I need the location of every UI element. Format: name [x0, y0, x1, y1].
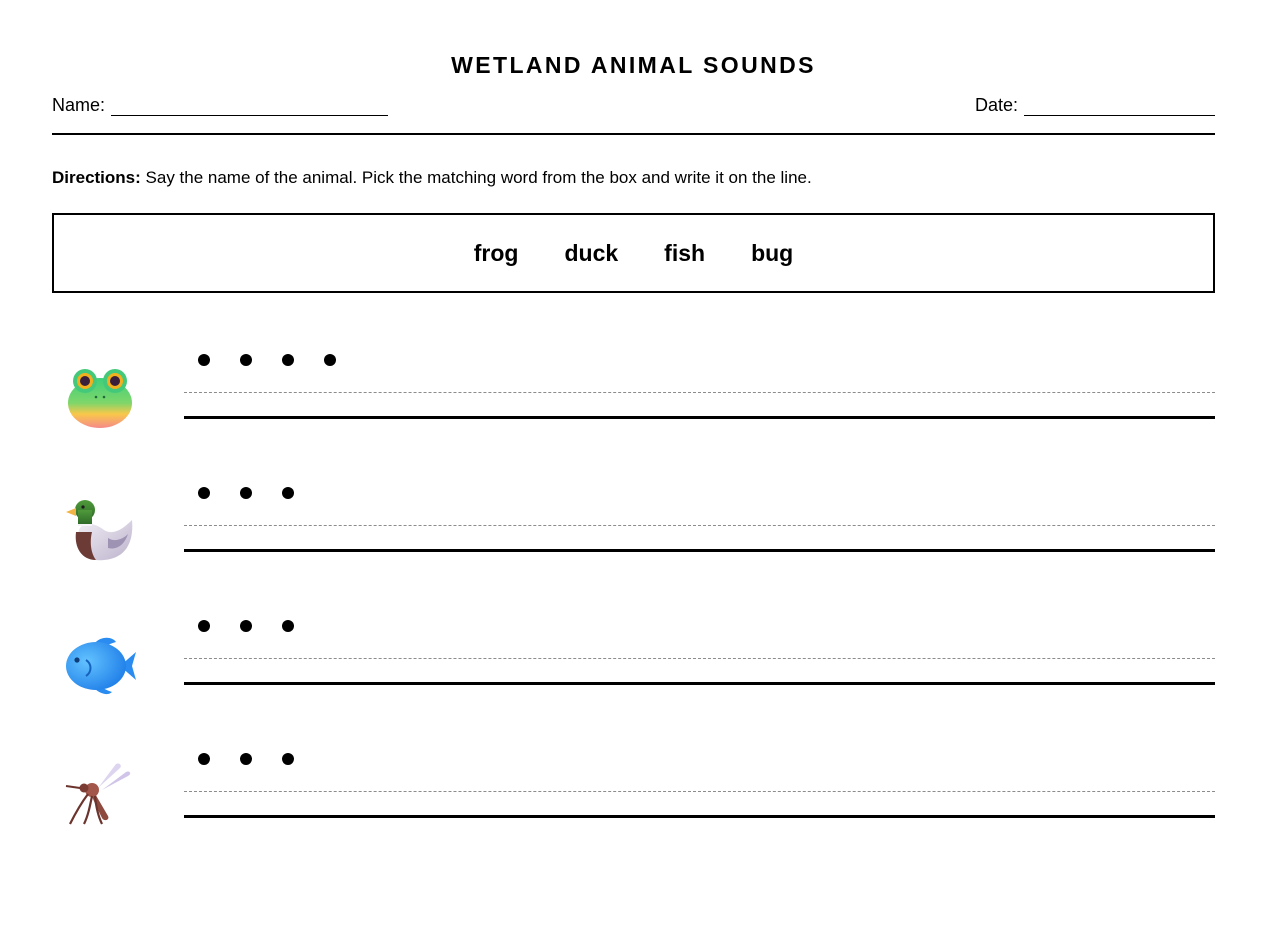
sound-dot: [240, 354, 252, 366]
date-label: Date:: [974, 95, 1018, 115]
word-bank-item: frog: [473, 239, 519, 266]
writing-line[interactable]: [184, 416, 1215, 419]
sound-dots: [198, 354, 366, 366]
answer-row-frog: [52, 354, 1215, 464]
directions-text: Say the name of the animal. Pick the matching word from the box and write it on the line.: [140, 168, 812, 187]
word-bank-item: fish: [664, 239, 706, 266]
word-bank-box: [52, 213, 1215, 293]
sound-dot: [240, 487, 252, 499]
answer-row-fish: [52, 620, 1215, 730]
worksheet-page: [52, 0, 1215, 925]
frog-face-icon: [64, 359, 136, 431]
answer-row-duck: [52, 487, 1215, 597]
writing-line[interactable]: [184, 549, 1215, 552]
writing-midline: [184, 525, 1215, 526]
sound-dot: [198, 487, 210, 499]
sound-dot: [282, 354, 294, 366]
date-field-group: [975, 95, 1215, 116]
sound-dot: [324, 354, 336, 366]
answer-row-bug: [52, 753, 1215, 863]
fish-icon: [64, 630, 136, 702]
header-divider: [52, 133, 1215, 135]
sound-dot: [282, 487, 294, 499]
sound-dots: [198, 753, 324, 765]
writing-midline: [184, 392, 1215, 393]
writing-line[interactable]: [184, 682, 1215, 685]
directions: [52, 168, 812, 188]
sound-dot: [240, 753, 252, 765]
sound-dot: [240, 620, 252, 632]
name-write-line[interactable]: [111, 95, 388, 116]
name-date-row: [52, 95, 1215, 119]
name-field-group: [52, 95, 388, 116]
date-write-line[interactable]: [1024, 95, 1215, 116]
directions-label: Directions:: [52, 168, 141, 187]
sound-dots: [198, 487, 324, 499]
sound-dot: [282, 753, 294, 765]
sound-dot: [198, 620, 210, 632]
writing-midline: [184, 658, 1215, 659]
mosquito-icon: [64, 758, 136, 830]
word-bank-item: duck: [564, 239, 619, 266]
name-label: Name:: [52, 95, 106, 115]
writing-line[interactable]: [184, 815, 1215, 818]
word-bank-item: bug: [751, 239, 794, 266]
sound-dot: [198, 753, 210, 765]
sound-dot: [282, 620, 294, 632]
worksheet-title: WETLAND ANIMAL SOUNDS: [451, 52, 816, 78]
writing-midline: [184, 791, 1215, 792]
sound-dot: [198, 354, 210, 366]
sound-dots: [198, 620, 324, 632]
duck-icon: [64, 492, 136, 564]
